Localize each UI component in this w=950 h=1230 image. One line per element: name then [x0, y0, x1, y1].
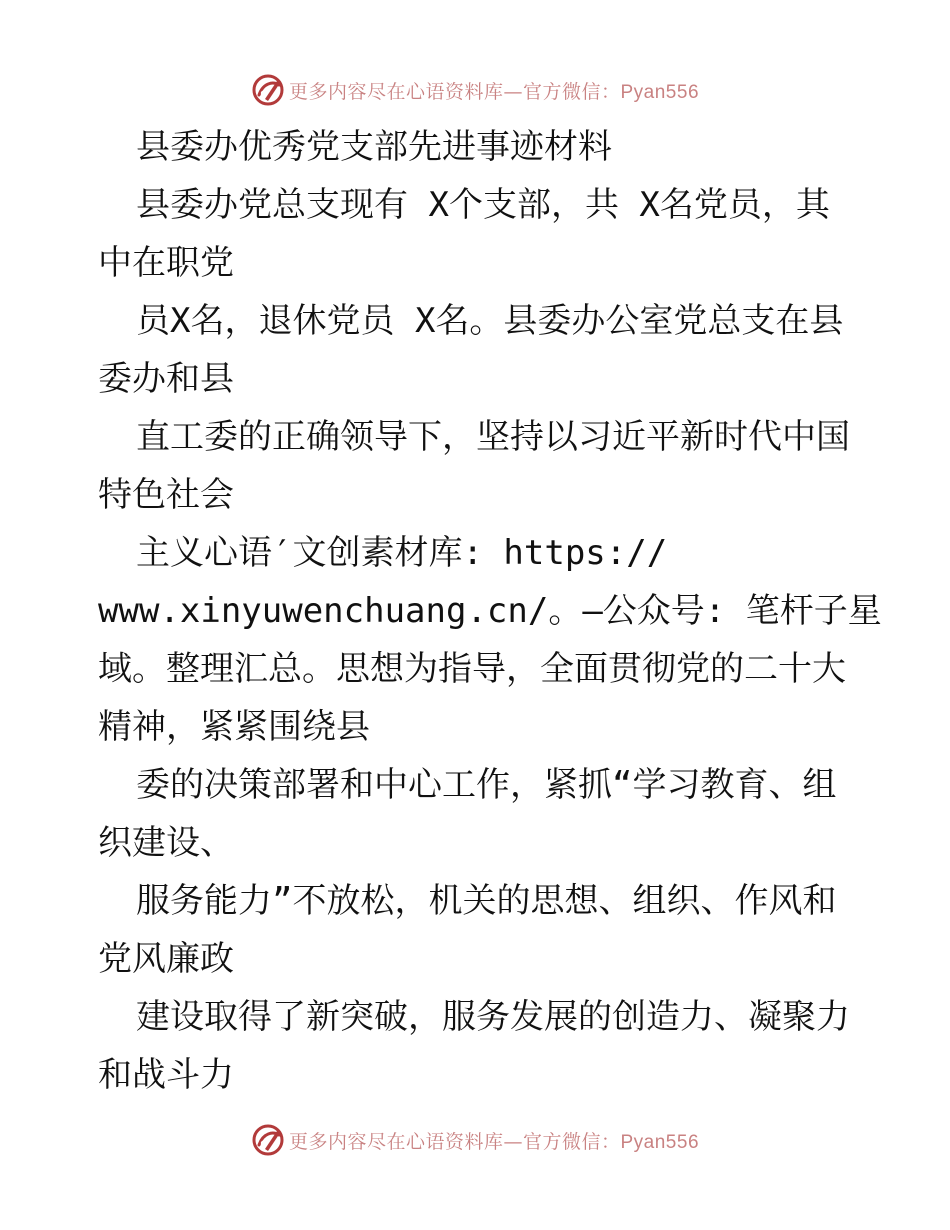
header-wechat-handle: Pyan556: [620, 81, 700, 103]
document-line: 服务能力”不放松，机关的思想、组织、作风和: [136, 881, 837, 921]
document-line: 党风廉政: [98, 939, 234, 979]
logo-icon: [251, 1123, 285, 1157]
document-line: 中在职党: [98, 243, 234, 283]
footer-banner-text: [289, 1127, 699, 1154]
header-banner-text: [289, 77, 699, 104]
document-line: 主义心语′文创素材库: https://: [136, 533, 668, 573]
document-line: 员X名，退休党员 X名。县委办公室党总支在县: [136, 301, 844, 341]
document-line: 精神，紧紧围绕县: [98, 707, 370, 747]
footer-banner: [0, 1120, 950, 1160]
logo-icon: [251, 73, 285, 107]
document-line: 委的决策部署和中心工作，紧抓“学习教育、组: [136, 765, 837, 805]
document-line: 县委办优秀党支部先进事迹材料: [136, 127, 612, 167]
footer-wechat-handle: Pyan556: [620, 1131, 700, 1153]
document-line: 建设取得了新突破，服务发展的创造力、凝聚力: [136, 997, 850, 1037]
document-body: [98, 118, 882, 1104]
document-line: 织建设、: [98, 823, 234, 863]
document-line: 直工委的正确领导下，坚持以习近平新时代中国: [136, 417, 850, 457]
document-line: 域。整理汇总。思想为指导，全面贯彻党的二十大: [98, 649, 846, 689]
document-line: 特色社会: [98, 475, 234, 515]
header-banner-label: 更多内容尽在心语资料库—官方微信：: [288, 80, 621, 103]
header-banner: [0, 70, 950, 110]
document-line: www.xinyuwenchuang.cn/。—公众号: 笔杆子星: [98, 591, 882, 631]
document-line: 委办和县: [98, 359, 234, 399]
document-line: 县委办党总支现有 X个支部，共 X名党员，其: [136, 185, 830, 225]
document-line: 和战斗力: [98, 1055, 234, 1095]
footer-banner-label: 更多内容尽在心语资料库—官方微信：: [288, 1130, 621, 1153]
